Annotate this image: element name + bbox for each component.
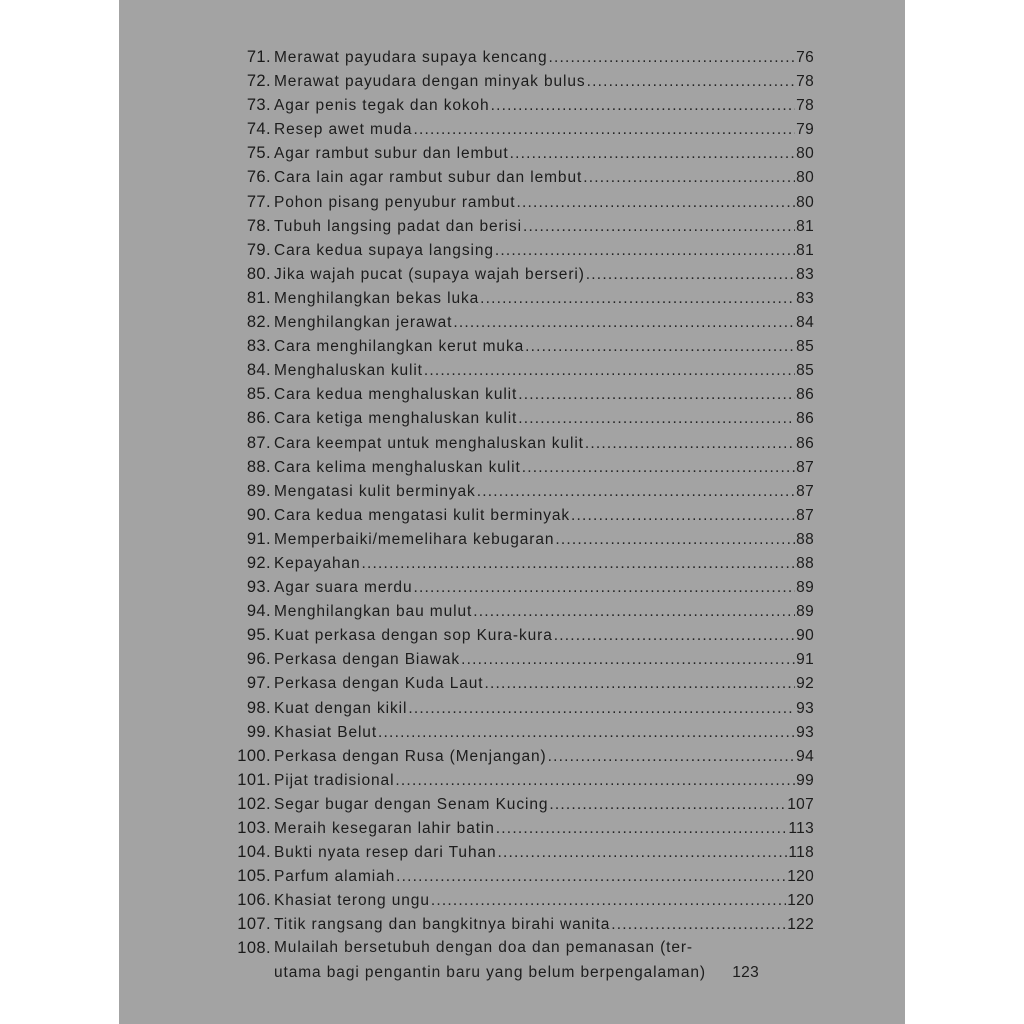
entry-page: 85 bbox=[796, 338, 814, 356]
entry-number: 94. bbox=[246, 602, 271, 621]
dot-leader bbox=[461, 648, 795, 672]
entry-page: 86 bbox=[796, 434, 814, 452]
dot-leader bbox=[522, 456, 795, 480]
entry-number: 85. bbox=[246, 385, 271, 404]
entry-number: 93. bbox=[246, 578, 271, 597]
dot-leader bbox=[585, 432, 795, 456]
entry-title: Bukti nyata resep dari Tuhan bbox=[274, 844, 497, 862]
entry-number: 81. bbox=[246, 288, 271, 307]
entry-title: Khasiat Belut bbox=[274, 723, 378, 741]
entry-number: 101. bbox=[237, 770, 271, 789]
entry-title: Menghilangkan bau mulut bbox=[274, 603, 473, 621]
entry-title-line-2: utama bagi pengantin baru yang belum berpengalaman) bbox=[274, 963, 706, 981]
entry-title: Cara kedua supaya langsing bbox=[274, 241, 494, 259]
entry-title: Agar suara merdu bbox=[274, 579, 413, 597]
dot-leader bbox=[424, 359, 795, 383]
toc-entry bbox=[214, 358, 814, 382]
dot-leader bbox=[517, 191, 796, 215]
dot-leader bbox=[431, 889, 786, 913]
entry-page: 123 bbox=[732, 963, 759, 981]
entry-title: Perkasa dengan Rusa (Menjangan) bbox=[274, 747, 547, 765]
dot-leader bbox=[473, 600, 795, 624]
entry-page: 76 bbox=[796, 49, 814, 66]
toc-entry bbox=[214, 69, 814, 93]
entry-page: 120 bbox=[787, 892, 814, 910]
entry-title: Menghilangkan jerawat bbox=[274, 314, 453, 332]
entry-page: 107 bbox=[787, 795, 814, 813]
dot-leader bbox=[495, 239, 795, 263]
entry-page: 91 bbox=[796, 651, 814, 669]
entry-page: 120 bbox=[787, 868, 814, 886]
entry-number: 77. bbox=[246, 192, 271, 211]
dot-leader bbox=[491, 94, 796, 118]
entry-title-block bbox=[274, 936, 759, 984]
entry-title: Cara kedua mengatasi kulit berminyak bbox=[274, 506, 571, 524]
entry-number: 89. bbox=[246, 481, 271, 500]
entry-page: 86 bbox=[796, 410, 814, 428]
toc-entry bbox=[214, 382, 814, 406]
entry-title: Parfum alamiah bbox=[274, 868, 396, 886]
toc-entry bbox=[214, 527, 814, 551]
dot-leader bbox=[396, 865, 786, 889]
entry-page: 93 bbox=[796, 723, 814, 741]
entry-page: 89 bbox=[796, 579, 814, 597]
entry-number: 76. bbox=[246, 168, 271, 187]
entry-number: 72. bbox=[246, 72, 271, 91]
toc-entry bbox=[214, 623, 814, 647]
entry-title: Menghilangkan bekas luka bbox=[274, 289, 480, 307]
entry-title: Merawat payudara dengan minyak bulus bbox=[274, 73, 586, 91]
entry-number: 107. bbox=[237, 915, 271, 934]
toc-entry bbox=[214, 479, 814, 503]
toc-entry bbox=[214, 720, 814, 744]
entry-number: 92. bbox=[246, 553, 271, 572]
toc-entry bbox=[214, 551, 814, 575]
dot-leader bbox=[378, 721, 795, 745]
entry-number: 100. bbox=[237, 746, 271, 765]
entry-number: 88. bbox=[246, 457, 271, 476]
toc-entry bbox=[214, 792, 814, 816]
entry-title: Memperbaiki/memelihara kebugaran bbox=[274, 530, 555, 548]
toc-entry bbox=[214, 117, 814, 141]
entry-page: 87 bbox=[796, 458, 814, 476]
entry-page: 79 bbox=[796, 121, 814, 139]
entry-page: 87 bbox=[796, 482, 814, 500]
dot-leader bbox=[453, 311, 795, 335]
dot-leader bbox=[480, 287, 795, 311]
entry-title: Titik rangsang dan bangkitnya birahi wanita bbox=[274, 916, 611, 934]
toc-entry bbox=[214, 406, 814, 430]
toc-entry bbox=[214, 431, 814, 455]
entry-title: Perkasa dengan Biawak bbox=[274, 651, 461, 669]
toc-entry bbox=[214, 912, 814, 936]
toc-entry bbox=[214, 45, 814, 69]
entry-page: 89 bbox=[796, 603, 814, 621]
toc-entry bbox=[214, 840, 814, 864]
entry-title: Segar bugar dengan Senam Kucing bbox=[274, 795, 549, 813]
entry-number: 75. bbox=[246, 144, 271, 163]
dot-leader bbox=[583, 166, 795, 190]
toc-entry bbox=[214, 141, 814, 165]
toc-entry bbox=[214, 214, 814, 238]
entry-page: 83 bbox=[796, 265, 814, 283]
entry-number: 99. bbox=[246, 722, 271, 741]
entry-title: Resep awet muda bbox=[274, 121, 413, 139]
entry-title: Pijat tradisional bbox=[274, 771, 395, 789]
entry-title: Menghaluskan kulit bbox=[274, 362, 423, 380]
dot-leader bbox=[518, 383, 795, 407]
dot-leader bbox=[571, 504, 795, 528]
entry-title: Agar rambut subur dan lembut bbox=[274, 145, 509, 163]
entry-title: Cara menghilangkan kerut muka bbox=[274, 338, 525, 356]
entry-page: 86 bbox=[796, 386, 814, 404]
entry-title: Cara keempat untuk menghaluskan kulit bbox=[274, 434, 584, 452]
entry-page: 81 bbox=[796, 241, 814, 259]
toc-entry-multiline bbox=[214, 936, 814, 984]
entry-page: 92 bbox=[796, 675, 814, 693]
dot-leader bbox=[484, 672, 795, 696]
entry-page: 118 bbox=[788, 844, 814, 862]
entry-number: 86. bbox=[246, 409, 271, 428]
entry-page: 88 bbox=[796, 554, 814, 572]
dot-leader bbox=[554, 624, 795, 648]
entry-title: Cara ketiga menghaluskan kulit bbox=[274, 410, 518, 428]
dot-leader bbox=[518, 407, 795, 431]
dot-leader bbox=[408, 697, 795, 721]
dot-leader bbox=[413, 576, 795, 600]
entry-title: Cara lain agar rambut subur dan lembut bbox=[274, 169, 583, 187]
entry-number: 105. bbox=[237, 867, 271, 886]
toc-entry bbox=[214, 310, 814, 334]
entry-title: Meraih kesegaran lahir batin bbox=[274, 820, 495, 837]
dot-leader bbox=[587, 70, 796, 94]
dot-leader bbox=[523, 215, 795, 239]
entry-page: 81 bbox=[796, 217, 814, 235]
toc-entry bbox=[214, 671, 814, 695]
entry-number: 102. bbox=[237, 794, 271, 813]
entry-number: 97. bbox=[246, 674, 271, 693]
toc-entry bbox=[214, 334, 814, 358]
entry-number: 103. bbox=[237, 819, 271, 837]
dot-leader bbox=[413, 118, 795, 142]
entry-number: 96. bbox=[246, 650, 271, 669]
entry-number: 82. bbox=[246, 313, 271, 332]
toc-entry bbox=[214, 455, 814, 479]
entry-number: 108. bbox=[237, 939, 271, 958]
dot-leader bbox=[548, 46, 795, 70]
entry-page: 99 bbox=[796, 771, 814, 789]
entry-number: 83. bbox=[246, 337, 271, 356]
entry-title: Pohon pisang penyubur rambut bbox=[274, 193, 516, 211]
entry-number: 84. bbox=[246, 361, 271, 380]
entry-page: 87 bbox=[796, 506, 814, 524]
entry-page: 80 bbox=[796, 145, 814, 163]
entry-page: 78 bbox=[796, 97, 814, 115]
dot-leader bbox=[548, 745, 796, 769]
toc-entry bbox=[214, 165, 814, 189]
entry-page: 90 bbox=[796, 627, 814, 645]
entry-number: 98. bbox=[246, 698, 271, 717]
entry-title: Perkasa dengan Kuda Laut bbox=[274, 675, 484, 693]
dot-leader bbox=[477, 480, 795, 504]
entry-number: 80. bbox=[246, 264, 271, 283]
entry-title: Kepayahan bbox=[274, 554, 361, 572]
entry-title-line-1: Mulailah bersetubuh dengan doa dan pemanasan (ter- bbox=[274, 939, 693, 957]
entry-number: 71. bbox=[246, 48, 271, 66]
entry-page: 83 bbox=[796, 289, 814, 307]
toc-entry bbox=[214, 864, 814, 888]
entry-title: Mengatasi kulit berminyak bbox=[274, 482, 476, 500]
entry-number: 106. bbox=[237, 891, 271, 910]
toc-entry bbox=[214, 816, 814, 840]
toc-entry bbox=[214, 888, 814, 912]
toc-entry bbox=[214, 286, 814, 310]
entry-title: Cara kelima menghaluskan kulit bbox=[274, 458, 521, 476]
entry-number: 95. bbox=[246, 626, 271, 645]
dot-leader bbox=[362, 552, 796, 576]
entry-page: 85 bbox=[796, 362, 814, 380]
entry-page: 94 bbox=[796, 747, 814, 765]
entry-page: 113 bbox=[788, 820, 814, 837]
dot-leader bbox=[611, 913, 786, 937]
toc-entry bbox=[214, 262, 814, 286]
entry-page: 80 bbox=[796, 193, 814, 211]
entry-number: 73. bbox=[246, 96, 271, 115]
entry-number: 78. bbox=[246, 216, 271, 235]
entry-title: Kuat perkasa dengan sop Kura-kura bbox=[274, 627, 553, 645]
entry-number: 91. bbox=[246, 529, 271, 548]
table-of-contents bbox=[214, 45, 814, 985]
entry-title: Agar penis tegak dan kokoh bbox=[274, 97, 490, 115]
entry-title: Tubuh langsing padat dan berisi bbox=[274, 217, 522, 235]
dot-leader bbox=[525, 335, 795, 359]
entry-page: 88 bbox=[796, 530, 814, 548]
toc-entry bbox=[214, 647, 814, 671]
dot-leader bbox=[555, 528, 795, 552]
entry-number: 90. bbox=[246, 505, 271, 524]
entry-page: 122 bbox=[787, 916, 814, 934]
toc-entry bbox=[214, 696, 814, 720]
entry-page: 80 bbox=[796, 169, 814, 187]
dot-leader bbox=[395, 769, 795, 793]
entry-title-line-2-row bbox=[274, 961, 759, 985]
toc-entry bbox=[214, 575, 814, 599]
toc-entry bbox=[214, 599, 814, 623]
entry-page: 78 bbox=[796, 73, 814, 91]
entry-title: Kuat dengan kikil bbox=[274, 699, 408, 717]
dot-leader bbox=[496, 817, 788, 841]
dot-leader bbox=[549, 793, 786, 817]
entry-number: 87. bbox=[246, 433, 271, 452]
dot-leader bbox=[586, 263, 795, 287]
entry-number: 104. bbox=[237, 843, 271, 862]
toc-entry bbox=[214, 744, 814, 768]
entry-title: Merawat payudara supaya kencang bbox=[274, 49, 548, 66]
dot-leader bbox=[510, 142, 796, 166]
entry-title: Khasiat terong ungu bbox=[274, 892, 430, 910]
toc-entry bbox=[214, 93, 814, 117]
entry-title: Cara kedua menghaluskan kulit bbox=[274, 386, 518, 404]
toc-entry bbox=[214, 768, 814, 792]
entry-number: 79. bbox=[246, 240, 271, 259]
entry-title: Jika wajah pucat (supaya wajah berseri) bbox=[274, 265, 585, 283]
entry-page: 93 bbox=[796, 699, 814, 717]
entry-page: 84 bbox=[796, 314, 814, 332]
toc-entry bbox=[214, 503, 814, 527]
dot-leader bbox=[498, 841, 788, 865]
entry-number: 74. bbox=[246, 120, 271, 139]
toc-entry bbox=[214, 238, 814, 262]
toc-entry bbox=[214, 190, 814, 214]
